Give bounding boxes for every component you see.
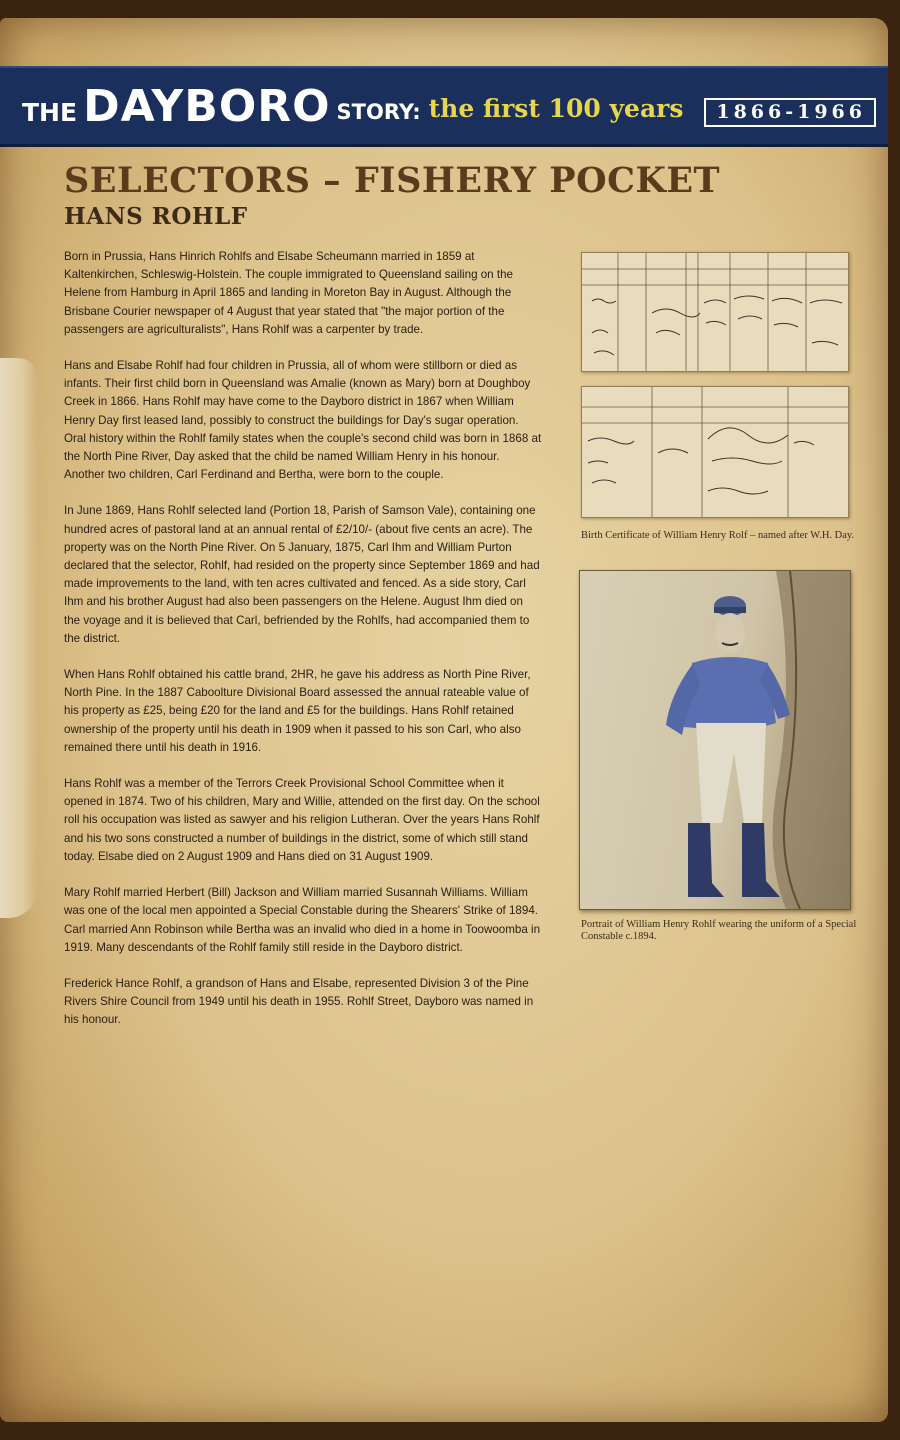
paragraph: Hans Rohlf was a member of the Terrors Creek Provisional School Committee when it opened in 1874. Two of his children, Mary and Willie, attended on the first day. On the school roll his occupation was listed as sawyer and his religion Lutheran. Over the years Hans Rohlf and his two sons constructed a number of buildings in the district, some of which still stand today. Elsabe died on 2 August 1909 and Hans died on 31 August 1909. [64,777,540,863]
banner-story: STORY: [336,100,421,124]
paragraph: Born in Prussia, Hans Hinrich Rohlfs and Elsabe Scheumann married in 1859 at Kaltenkirchen, Schleswig-Holstein. The couple immigrated to Queensland sailing on the Helene from Hamburg in April 1865 and landing in Moreton Bay in August. Although the Brisbane Courier newspaper of 4 August that year stated that "the major portion of the passengers are agriculturalists", Hans Rohlf was a carpenter by trade. [64,250,513,336]
paragraph: When Hans Rohlf obtained his cattle brand, 2HR, he gave his address as North Pine River, North Pine. In the 1887 Caboolture Divisional Board assessed the annual rateable value of his property as £25, being £20 for the land and £5 for the buildings. Hans Rohlf retained ownership of the property until his death in 1909 when it passed to his son Carl, who also remained there until his death in 1916. [64,668,531,754]
paragraph: Frederick Hance Rohlf, a grandson of Hans and Elsabe, represented Division 3 of the Pine Rivers Shire Council from 1949 until his death in 1955. Rohlf Street, Dayboro was named in his honour. [64,976,534,1027]
paragraph: Mary Rohlf married Herbert (Bill) Jackson and William married Susannah Williams. William was one of the local men appointed a Special Constable during the Shearers' Strike of 1894. Carl married Ann Robinson while Bertha was an invalid who died in a home in Toowoomba in 1919. Many descendants of the Rohlf family still reside in the Dayboro district. [64,886,541,954]
portrait-caption: Portrait of William Henry Rohlf wearing the uniform of a Special Constable c.1894. [581,919,857,942]
banner-the: THE [22,97,78,127]
banner-years-box: 1866-1966 [704,98,876,127]
birth-certificate-image-top [581,252,849,372]
torn-paper-edge [0,358,38,918]
title-banner [0,66,888,147]
banner-dayboro: DAYBORO [83,80,331,132]
page-title: SELECTORS – FISHERY POCKET [64,160,721,201]
page-subtitle: HANS ROHLF [64,203,248,230]
paragraph: Hans and Elsabe Rohlf had four children in Prussia, all of whom were stillborn or died as infants. Their first child born in Queensland was Amalie (known as Mary) born at Doughboy Creek in 1866. Hans Rohlf may have come to the Dayboro district in 1867 when William Henry Day first leased land, possibly to construct the buildings for Day's sugar operation. Oral history within the Rohlf family states when the couple's second child was born in 1868 at the North Pine River, Day asked that the child be named William Henry in his honour. Another two children, Carl Ferdinand and Bertha, were born to the couple. [64,359,542,482]
banner-subtitle: the first 100 years [428,93,684,123]
birth-certificate-image-bottom [581,386,849,518]
article-body [64,248,542,1048]
portrait-photo [579,570,851,910]
paragraph: In June 1869, Hans Rohlf selected land (Portion 18, Parish of Samson Vale), containing one hundred acres of pastoral land at an annual rental of £2/10/- (about five cents an acre). The property was on the North Pine River. On 5 January, 1875, Carl Ihm and William Purton declared that the selector, Rohlf, had resided on the property since September 1869 and had made improvements to the land, with ten acres cultivated and fenced. As a side story, Carl Ihm and his brother August had also been passengers on the Helene. August Ihm died on the voyage and it is believed that Carl, befriended by the Rohlfs, had accompanied them to the district. [64,504,540,645]
certificate-caption: Birth Certificate of William Henry Rolf – named after W.H. Day. [581,530,855,541]
